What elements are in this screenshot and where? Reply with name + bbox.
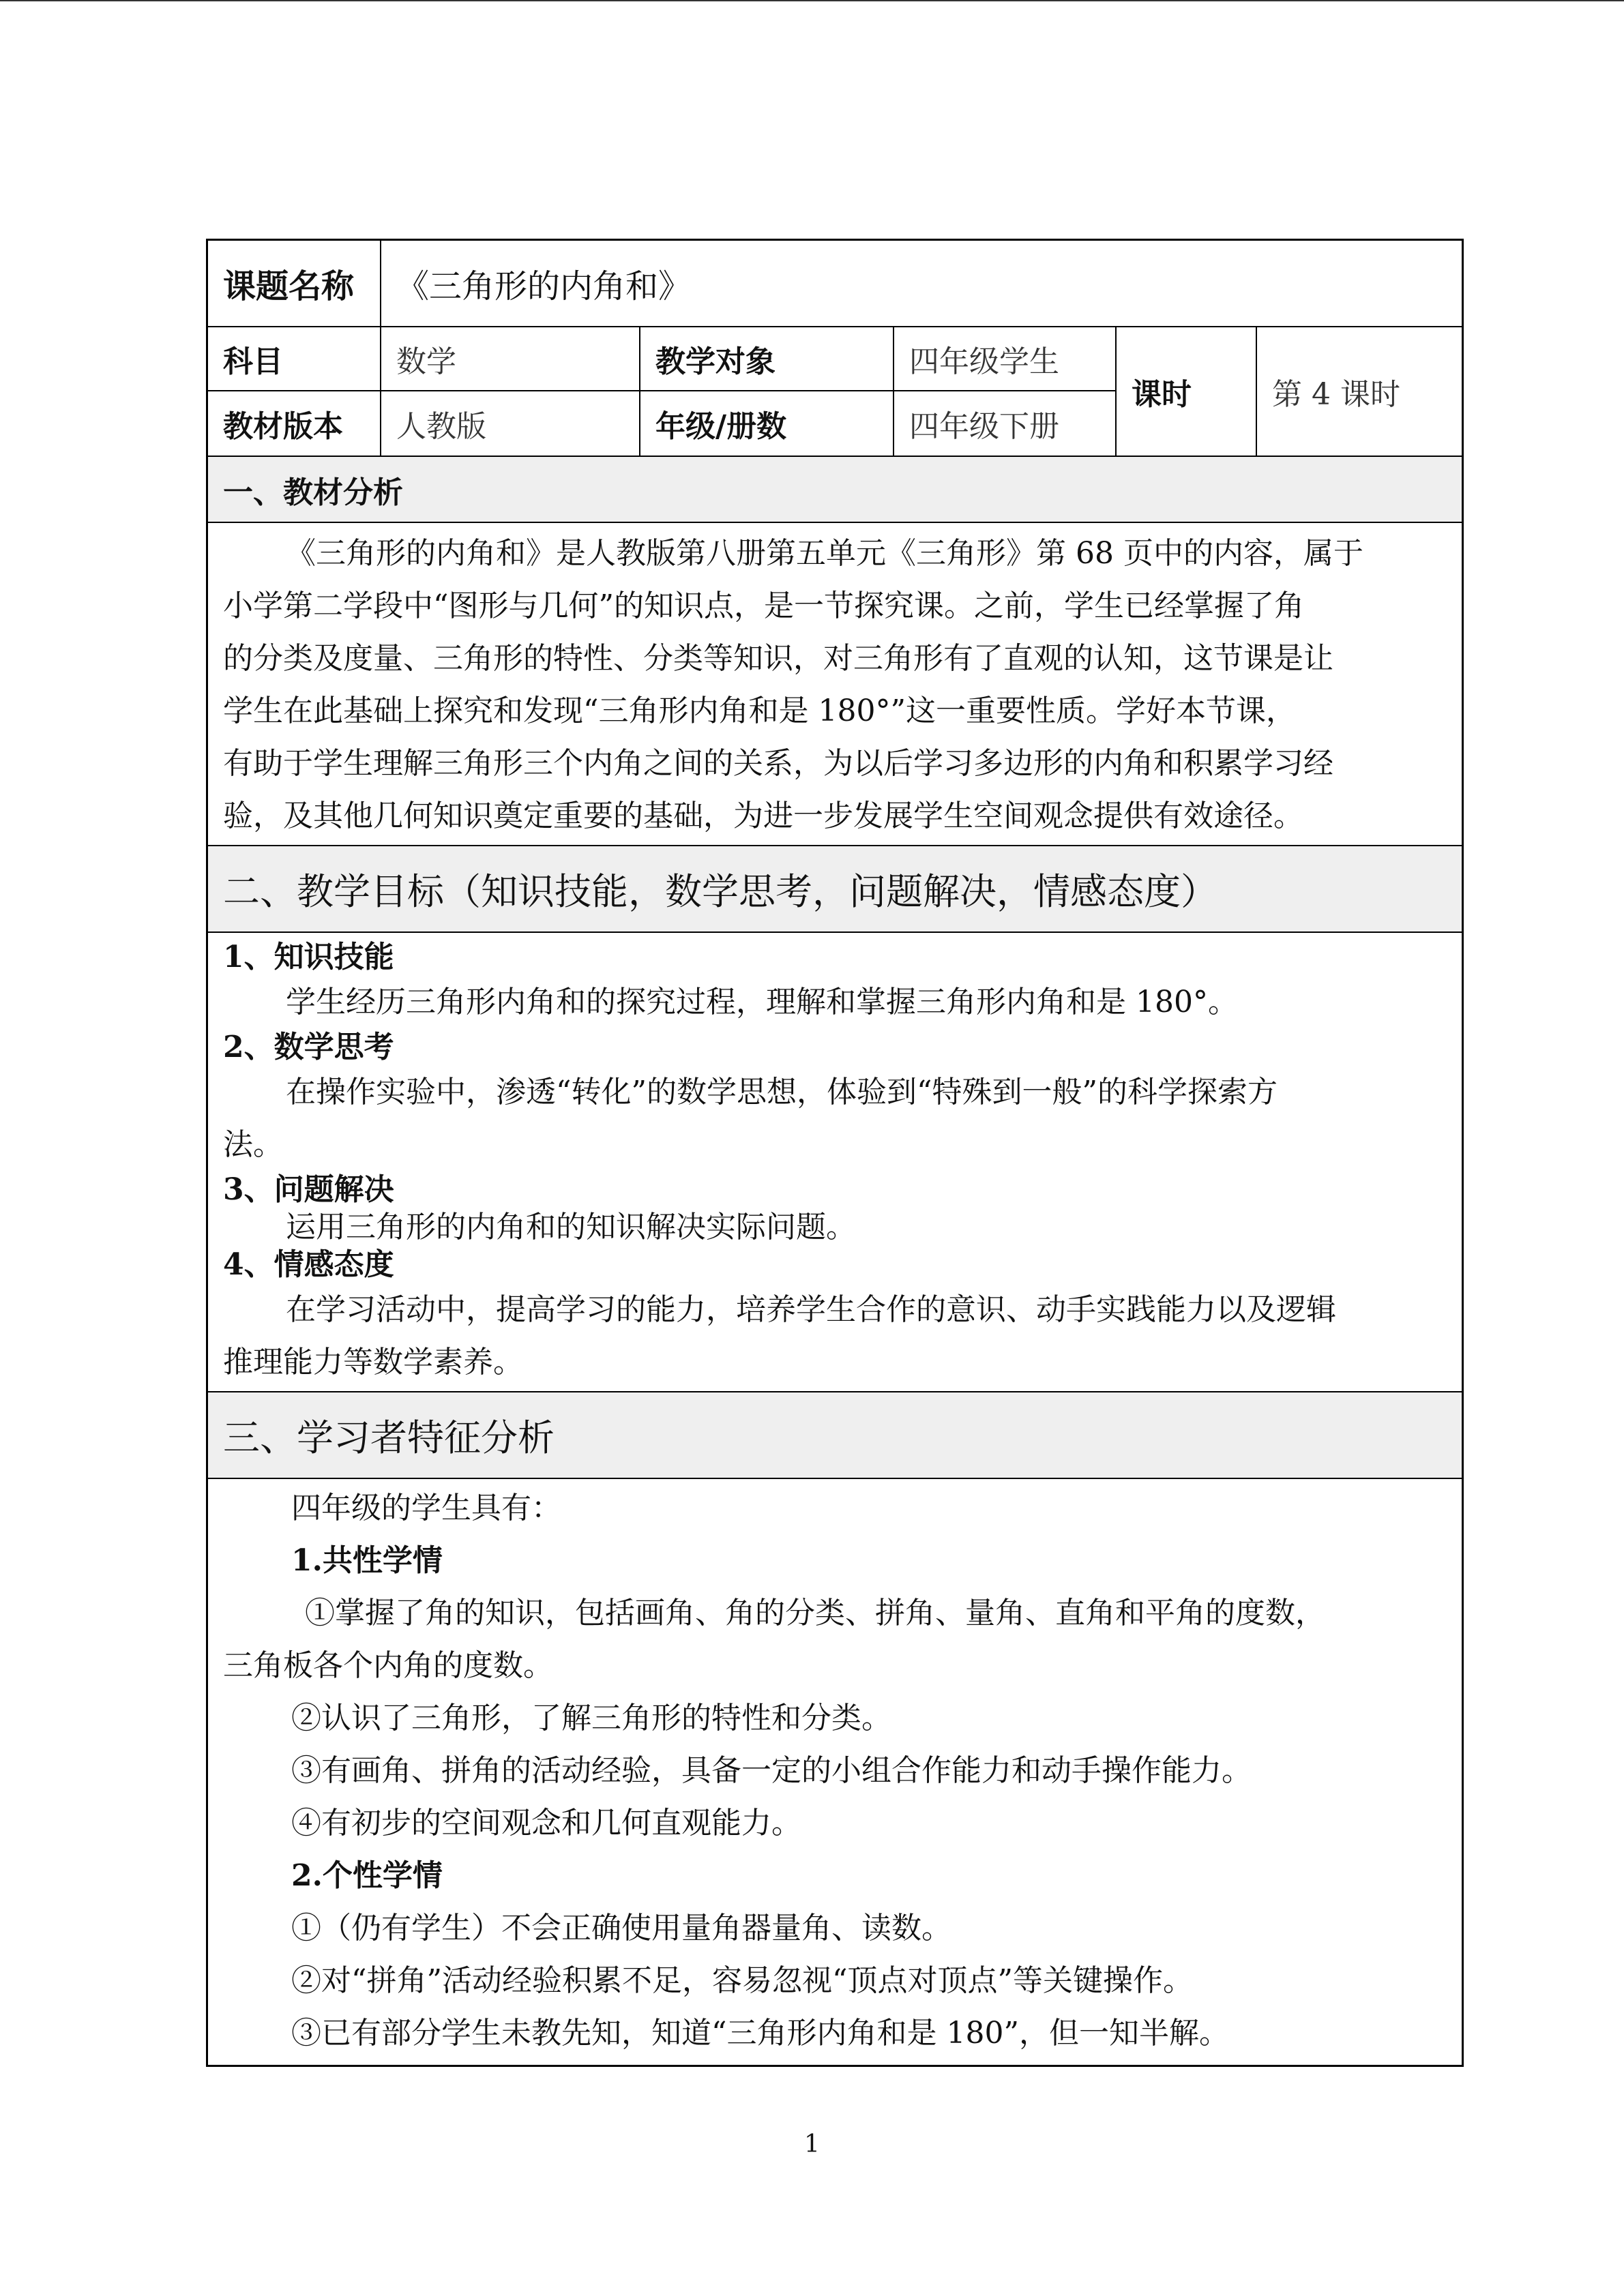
goal-line: 法。: [223, 1127, 283, 1162]
target-label: 教学对象: [640, 327, 894, 390]
topic-row: [208, 241, 1462, 327]
info-left: [208, 327, 1117, 456]
goal-heading: 3、问题解决: [223, 1172, 394, 1207]
subject-label: 科目: [208, 327, 381, 390]
learner-intro: 四年级的学生具有：: [291, 1491, 561, 1525]
section1-line: 《三角形的内角和》是人教版第八册第五单元《三角形》第 68 页中的内容，属于: [286, 536, 1363, 571]
section2-title-row: [208, 846, 1462, 933]
subject-row: [208, 327, 1115, 391]
individual-item: ③已有部分学生未教先知，知道“三角形内角和是 180”，但一知半解。: [291, 2016, 1229, 2051]
goal-line: 运用三角形的内角和的知识解决实际问题。: [286, 1210, 856, 1244]
section1-line: 验，及其他几何知识奠定重要的基础，为进一步发展学生空间观念提供有效途径。: [223, 799, 1303, 833]
info-block: [208, 327, 1462, 457]
individual-item: ①（仍有学生）不会正确使用量角器量角、读数。: [291, 1911, 951, 1945]
goal-heading: 2、数学思考: [223, 1030, 394, 1064]
individual-title: 2.个性学情: [291, 1858, 443, 1893]
grade-value: 四年级下册: [909, 409, 1059, 444]
section3-text: [208, 1479, 1462, 2065]
goal-heading: 4、情感态度: [223, 1247, 394, 1282]
section1-line: 学生在此基础上探究和发现“三角形内角和是 180°”这一重要性质。学好本节课，: [223, 694, 1296, 728]
goal-heading: 1、知识技能: [223, 940, 394, 974]
section1-text: [208, 523, 1462, 845]
common-item: ①掌握了角的知识，包括画角、角的分类、拼角、量角、直角和平角的度数，: [305, 1596, 1325, 1630]
section2-text: [208, 933, 1462, 1391]
edition-label: 教材版本: [208, 391, 381, 456]
section3-title: 三、学习者特征分析: [223, 1416, 555, 1459]
individual-item: ②对“拼角”活动经验积累不足，容易忽视“顶点对顶点”等关键操作。: [291, 1963, 1193, 1998]
section1-line: 小学第二学段中“图形与几何”的知识点，是一节探究课。之前，学生已经掌握了角: [223, 588, 1304, 623]
target-value: 四年级学生: [909, 344, 1059, 379]
goal-line: 在学习活动中，提高学习的能力，培养学生合作的意识、动手实践能力以及逻辑: [286, 1292, 1336, 1327]
period-label: 课时: [1117, 327, 1257, 456]
section3-body: [208, 1479, 1462, 2065]
goal-line: 学生经历三角形内角和的探究过程，理解和掌握三角形内角和是 180°。: [286, 985, 1238, 1019]
common-title: 1.共性学情: [291, 1543, 443, 1578]
section1-line: 有助于学生理解三角形三个内角之间的关系，为以后学习多边形的内角和积累学习经: [223, 746, 1333, 781]
edition-row: [208, 391, 1115, 456]
grade-label: 年级/册数: [640, 391, 894, 456]
section1-line: 的分类及度量、三角形的特性、分类等知识，对三角形有了直观的认知，这节课是让: [223, 641, 1333, 676]
period-value: 第 4 课时: [1272, 377, 1400, 412]
section1-body: [208, 523, 1462, 846]
topic-label: 课题名称: [208, 241, 381, 326]
edition-value: 人教版: [381, 391, 640, 456]
section3-title-row: [208, 1392, 1462, 1479]
lesson-plan-table: [206, 239, 1464, 2067]
common-item: ④有初步的空间观念和几何直观能力。: [291, 1806, 801, 1840]
common-item: 三角板各个内角的度数。: [223, 1648, 553, 1683]
goal-line: 推理能力等数学素养。: [223, 1345, 523, 1380]
common-item: ②认识了三角形，了解三角形的特性和分类。: [291, 1701, 891, 1735]
top-rule: [0, 0, 1624, 1]
topic-value: 《三角形的内角和》: [396, 267, 692, 305]
section2-body: [208, 933, 1462, 1392]
section1-title: 一、教材分析: [223, 475, 403, 510]
common-item: ③有画角、拼角的活动经验，具备一定的小组合作能力和动手操作能力。: [291, 1753, 1252, 1788]
goal-line: 在操作实验中，渗透“转化”的数学思想，体验到“特殊到一般”的科学探索方: [286, 1075, 1278, 1109]
section2-title: 二、教学目标（知识技能，数学思考，问题解决，情感态度）: [223, 870, 1217, 913]
subject-value: 数学: [381, 327, 640, 390]
section1-title-row: [208, 457, 1462, 523]
page-number: 1: [804, 2130, 820, 2158]
